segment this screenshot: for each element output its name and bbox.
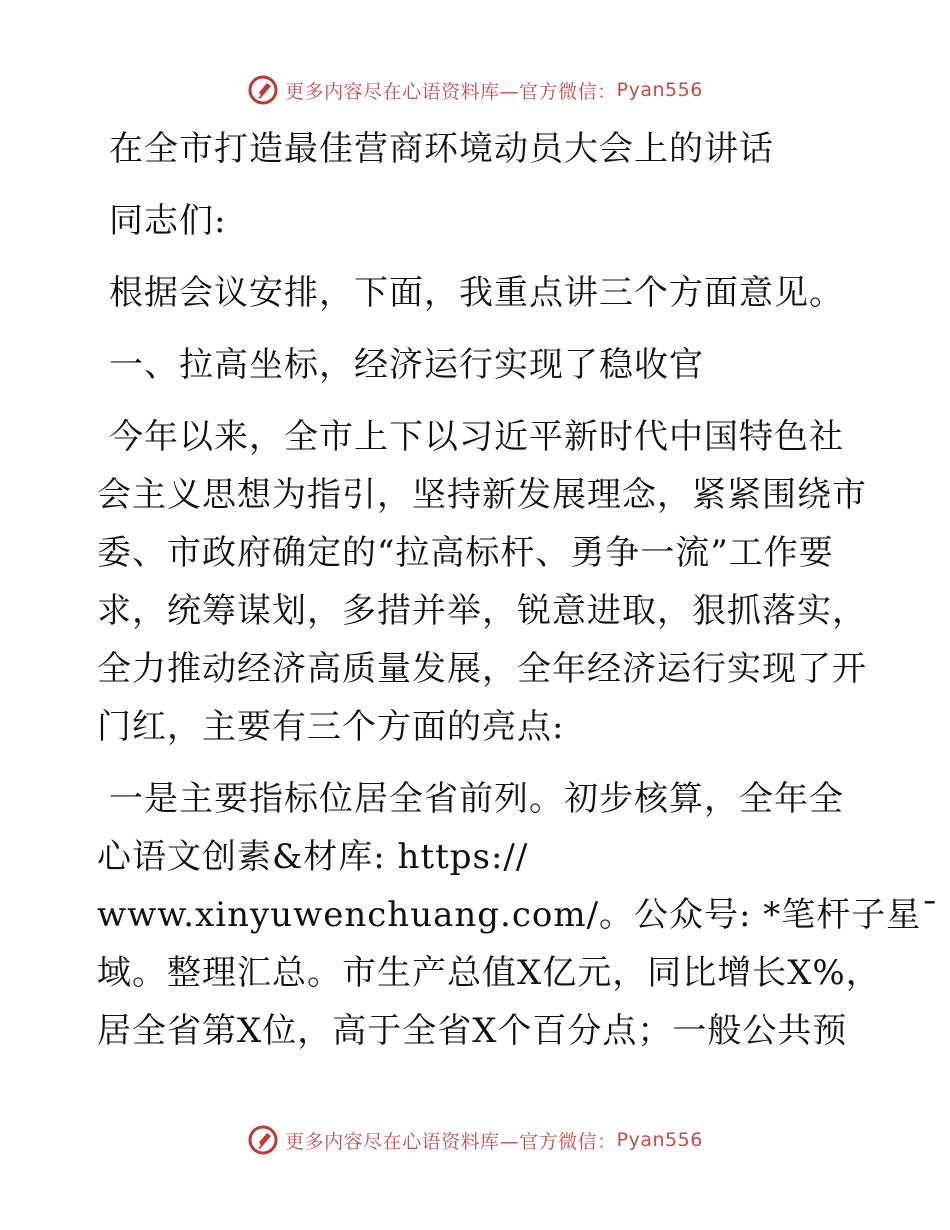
paragraph-line: 今年以来，全市上下以习近平新时代中国特色社 xyxy=(109,417,844,457)
document-body xyxy=(97,120,940,1060)
intro-paragraph: 根据会议安排，下面，我重点讲三个方面意见。 xyxy=(109,273,844,313)
paragraph-line: 居全省第X位，高于全省X个百分点；一般公共预 xyxy=(97,1011,848,1051)
watermark-text: 更多内容尽在心语资料库—官方微信： xyxy=(285,1130,617,1153)
watermark-text: 更多内容尽在心语资料库—官方微信： xyxy=(285,80,617,103)
paragraph-line: 全力推动经济高质量发展，全年经济运行实现了开 xyxy=(97,649,867,689)
paragraph-2 xyxy=(97,770,940,1060)
footer-watermark xyxy=(0,1120,950,1160)
paragraph-line: 一是主要指标位居全省前列。初步核算，全年全 xyxy=(109,779,844,819)
paragraph-line: 委、市政府确定的“拉高标杆、勇争一流”工作要 xyxy=(97,533,834,573)
section-heading: 一、拉高坐标，经济运行实现了稳收官 xyxy=(109,345,704,385)
paragraph-1 xyxy=(97,408,867,756)
paragraph-line: 门红，主要有三个方面的亮点: xyxy=(97,707,565,747)
paragraph-line: www.xinyuwenchuang.com/。公众号: *笔杆子星¯ xyxy=(97,895,940,935)
greeting: 同志们: xyxy=(109,201,227,241)
paragraph-line: 会主义思想为指引，坚持新发展理念，紧紧围绕市 xyxy=(97,475,867,515)
watermark-wechat-id: Pyan556 xyxy=(616,1129,703,1151)
header-watermark xyxy=(0,70,950,110)
paragraph-line: 域。整理汇总。市生产总值X亿元，同比增长X%， xyxy=(97,953,881,993)
paragraph-line: 心语文创素&材库: https:// xyxy=(97,837,529,877)
watermark-wechat-id: Pyan556 xyxy=(616,79,703,101)
seal-pen-logo-icon xyxy=(247,74,279,106)
document-title: 在全市打造最佳营商环境动员大会上的讲话 xyxy=(109,129,774,169)
paragraph-line: 求，统筹谋划，多措并举，锐意进取，狠抓落实， xyxy=(97,591,867,631)
seal-pen-logo-icon xyxy=(247,1124,279,1156)
